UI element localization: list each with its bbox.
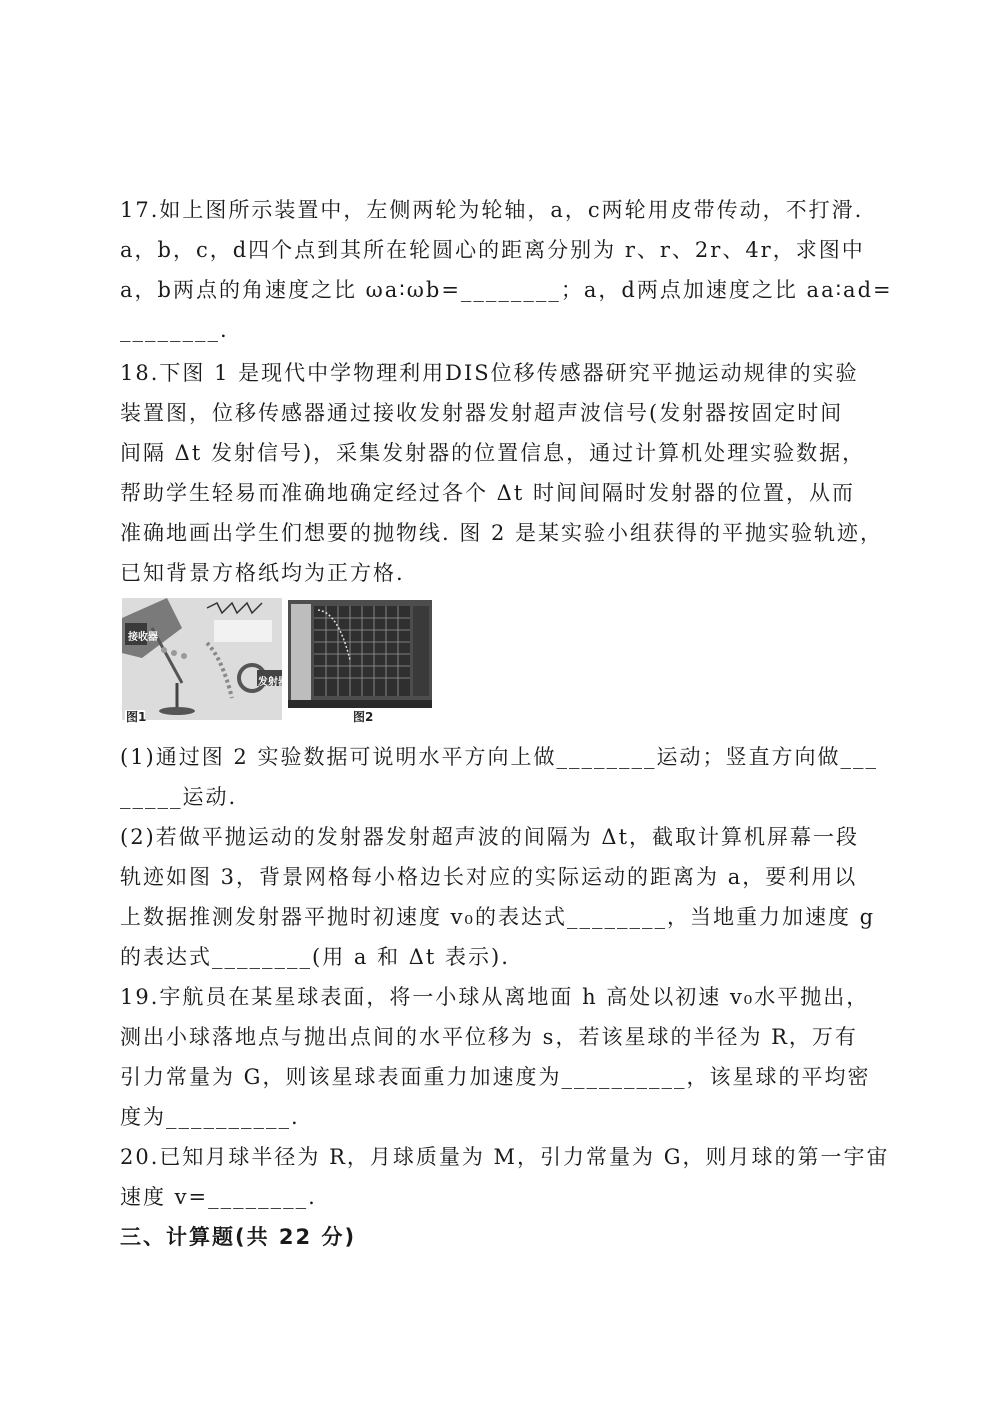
q18-sub2-line-4: 的表达式________(用 a 和 Δt 表示). xyxy=(120,945,510,969)
q20-line-2: 速度 v=________. xyxy=(120,1185,317,1209)
q18-line-6: 已知背景方格纸均为正方格. xyxy=(120,561,405,585)
figure-1-apparatus xyxy=(122,598,282,720)
q18-sub1-line-2: _____运动. xyxy=(120,785,238,809)
figure-2-caption: 图2 xyxy=(353,710,374,724)
q18-sub2-line-2: 轨迹如图 3，背景网格每小格边长对应的实际运动的距离为 a，要利用以 xyxy=(120,865,858,889)
q18-line-5: 准确地画出学生们想要的抛物线. 图 2 是某实验小组获得的平抛实验轨迹， xyxy=(120,521,884,545)
q17-line-1: 17.如上图所示装置中，左侧两轮为轮轴，a，c两轮用皮带传动，不打滑. xyxy=(120,198,864,222)
q18-sub2-line-1: (2)若做平抛运动的发射器发射超声波的间隔为 Δt，截取计算机屏幕一段 xyxy=(120,825,860,849)
q17-line-2: a，b，c，d四个点到其所在轮圆心的距离分别为 r、r、2r、4r，求图中 xyxy=(120,238,865,262)
q17-line-3: a，b两点的角速度之比 ωa∶ωb=________；a，d两点加速度之比 aa∶ad= xyxy=(120,278,893,302)
figure-1-drawing xyxy=(122,598,282,720)
section-3-title: 三、计算题(共 22 分) xyxy=(120,1225,357,1249)
q18-line-2: 装置图，位移传感器通过接收发射器发射超声波信号(发射器按固定时间 xyxy=(120,401,844,425)
q19-line-1: 19.宇航员在某星球表面，将一小球从离地面 h 高处以初速 v₀水平抛出， xyxy=(120,985,870,1009)
q18-line-1: 18.下图 1 是现代中学物理利用DIS位移传感器研究平抛运动规律的实验 xyxy=(120,361,859,385)
q19-line-2: 测出小球落地点与抛出点间的水平位移为 s，若该星球的半径为 R，万有 xyxy=(120,1025,858,1049)
q19-line-4: 度为__________. xyxy=(120,1105,300,1129)
figure-2-drawing xyxy=(288,600,432,708)
q18-sub2-line-3: 上数据推测发射器平抛时初速度 v₀的表达式________，当地重力加速度 g xyxy=(120,905,876,929)
figure-1-label-receiver: 接收器 xyxy=(128,632,158,643)
q19-line-3: 引力常量为 G，则该星球表面重力加速度为__________，该星球的平均密 xyxy=(120,1065,871,1089)
figure-1-caption: 图1 xyxy=(126,710,147,724)
q18-line-3: 间隔 Δt 发射信号)，采集发射器的位置信息，通过计算机处理实验数据， xyxy=(120,441,866,465)
figure-2-screen xyxy=(288,600,432,708)
q20-line-1: 20.已知月球半径为 R，月球质量为 M，引力常量为 G，则月球的第一宇宙 xyxy=(120,1145,890,1169)
figure-1-label-emitter: 发射器 xyxy=(258,677,288,688)
q17-line-4: ________. xyxy=(120,318,229,342)
q18-sub1-line-1: (1)通过图 2 实验数据可说明水平方向上做________运动；竖直方向做___ xyxy=(120,745,878,769)
q18-line-4: 帮助学生轻易而准确地确定经过各个 Δt 时间间隔时发射器的位置，从而 xyxy=(120,481,855,505)
